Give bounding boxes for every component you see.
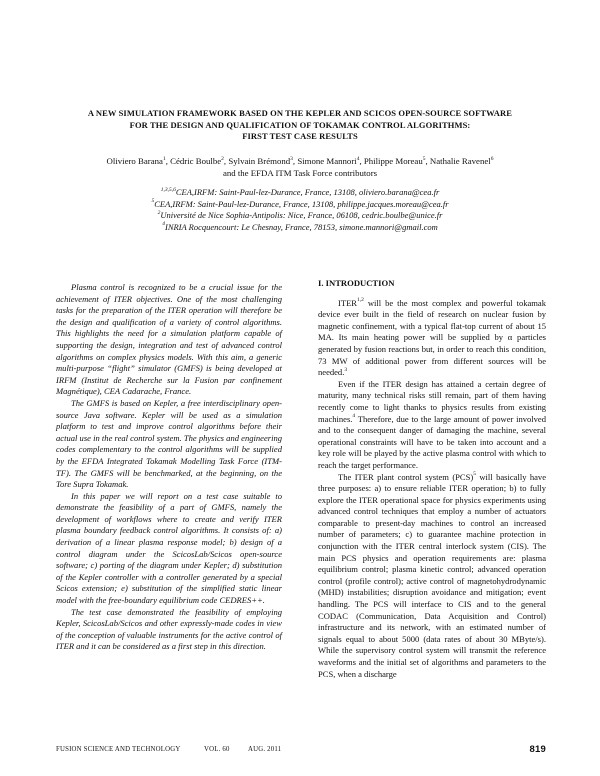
intro-p3-b: will basically have three purposes: a) to ensure reliable ITER operation; b) to fully explore the ITER operational space for physics experiments using advanced control techniques that employ a number of actuators comparable to present-day machines to control an increased number of parameters; c) to guarantee machine protection in conjunction with the ITER central interlock system (CIS). The main PCS physics and operation requirements are: plasma equilibrium control; plasma kinetic control; advanced operation control (profile control); active control of magnetohydrodynamic (MHD) instabilities; disruption avoidance and mitigation; event handling. The PCS will interface to CIS and to the general CODAC (Communication, Data Acquisition and Control) infrastructure and its network, with an estimated number of signals equal to about 5000 (data rates of about 30 MByte/s). While the supervisory control system will transmit the reference waveforms and the initial set of algorithms and parameters to the PCS, when a discharge [318, 471, 546, 679]
intro-p2-b: Therefore, due to the large amount of power involved and to the consequent danger of damaging the machine, several operational constraints will have to be taken into account and a key role will be played by the active plasma control with which to reach the target performance. [318, 413, 546, 470]
author-3: Sylvain Brémond [228, 156, 291, 166]
author-3-sup: 3 [290, 155, 293, 162]
abstract-paragraph-2: The GMFS is based on Kepler, a free interdisciplinary open-source Java software. Kepler will be used as a simulation platform to test and improve control algorithms before their actual use in the real control system. The physics and engineering codes complementary to the control algorithms will be supplied by the EFDA Integrated Tokamak Modelling Task Force (ITM-TF). The GMFS will be benchmarked, at the beginning, on the Tore Supra Tokamak. [56, 397, 282, 490]
affiliation-2-sup: 5 [151, 198, 155, 205]
author-6: Nathalie Ravenel [429, 156, 491, 166]
affiliation-4-sup: 4 [162, 221, 165, 228]
title-line-1: A NEW SIMULATION FRAMEWORK BASED ON THE KEPLER AND SCICOS OPEN-SOURCE SOFTWARE [87, 108, 513, 118]
intro-p1-rest: will be the most complex and powerful tokamak device ever built in the field of research on nuclear fusion by magnetic confinement, with a typical flat-top current of about 15 MA. Its main heating power will be supplied by α particles generated by fusion reactions but, in order to reach this condition, 73 MW of additional power from different sources will be needed. [318, 297, 546, 378]
intro-p3-a: The ITER plant control system (PCS) [338, 471, 474, 482]
affiliation-1 [20, 187, 580, 199]
title-line-3: FIRST TEST CASE RESULTS [242, 131, 358, 141]
intro-p2-sup: 4 [352, 413, 356, 420]
affiliation-4 [20, 222, 580, 234]
affiliation-2-text: CEA,IRFM: Saint-Paul-lez-Durance, France, 13108, philippe.jacques.moreau@cea.fr [154, 198, 449, 209]
intro-p2-a: Even if the ITER design has attained a certain degree of maturity, many technical risks still remain, part of them having recently come to light thanks to physics results from existing machines. [318, 378, 546, 424]
intro-p1-sup: 1,2 [357, 297, 364, 304]
affiliation-1-sup: 1,3,5,6 [160, 186, 176, 193]
author-5-sup: 5 [422, 155, 426, 162]
affiliation-2 [20, 199, 580, 211]
footer-volume: VOL. 60 [204, 746, 230, 753]
author-1: Oliviero Barana [106, 156, 163, 166]
affiliation-3-text: Université de Nice Sophia-Antipolis: Nice, France, 06108, cedric.boulbe@unice.fr [160, 210, 443, 221]
intro-paragraph-2 [318, 379, 546, 472]
author-2-sup: 2 [221, 155, 224, 162]
author-list [20, 156, 580, 179]
abstract-paragraph-1: Plasma control is recognized to be a crucial issue for the achievement of ITER objectives. One of the most challenging tasks for the preparation of the ITER operation will therefore be the design and qualification of a variety of control algorithms. This highlights the need for a simulation platform capable of supporting the design, integration and test of advanced control algorithms on complex physics models. With this aim, a generic multi-purpose “flight” simulator (GMFS) is being developed at IRFM (Institut de Recherche sur la Fusion par confinement Magnétique), CEA Cadarache, France. [56, 282, 282, 397]
author-4: Simone Mannori [297, 156, 357, 166]
page-number: 819 [529, 744, 546, 755]
section-heading: I. INTRODUCTION [318, 278, 395, 288]
affiliation-3 [20, 210, 580, 222]
intro-p3-sup: 5 [473, 471, 476, 478]
abstract-paragraph-3: In this paper we will report on a test case suitable to demonstrate the feasibility of a part of GMFS, namely the development of workflows where to create and verify ITER plasma boundary feedback control algorithms. It consists of: a) derivation of a linear plasma response model; b) design of a control diagram under the ScicosLab/Scicos open-source software; c) porting of the diagram under Kepler; d) substitution of the Kepler controller with a controller generated by a special Scicos extension; e) substitution of the simplified static linear model with the free-boundary equilibrium code CEDRES++. [56, 490, 282, 606]
author-names-line: Oliviero Barana$^1$, Cédric Boulbe$^2$, Sylvain Brémond$^3$, Simone Mannori$^4$, Philippe Moreau$^5$, Nathalie Ravenel$^6$ [106, 155, 494, 166]
author-2: Cédric Boulbe [170, 156, 222, 166]
intro-paragraph-3 [318, 472, 546, 681]
author-6-sup: 6 [490, 155, 494, 162]
intro-p1-lead: ITER [338, 297, 357, 308]
footer-date: AUG. 2011 [248, 746, 282, 753]
paper-title [20, 108, 580, 143]
author-4-sup: 4 [356, 155, 360, 162]
affiliation-1-text: CEA,IRFM: Saint-Paul-lez-Durance, France, 13108, oliviero.barana@cea.fr [175, 187, 440, 197]
affiliation-3-sup: 2 [157, 209, 161, 216]
abstract-paragraph-4: The test case demonstrated the feasibility of employing Kepler, ScicosLab/Scicos and other expressly-made codes in view of the conception of valuable instruments for the active control of ITER and it can be considered as a first step in this direction. [56, 606, 282, 652]
author-1-sup: 1 [162, 155, 166, 162]
intro-paragraph-1 [318, 298, 546, 379]
title-line-2: FOR THE DESIGN AND QUALIFICATION OF TOKAMAK CONTROL ALGORITHMS: [129, 119, 471, 130]
affiliation-4-text: INRIA Rocquencourt: Le Chesnay, France, 78153, simone.mannori@gmail.com [164, 221, 438, 232]
author-contributors: and the EFDA ITM Task Force contributors [222, 167, 378, 178]
affiliations [20, 187, 580, 233]
author-5: Philippe Moreau [363, 156, 423, 166]
introduction-section [318, 278, 546, 680]
footer-journal: FUSION SCIENCE AND TECHNOLOGY [56, 746, 181, 753]
intro-p1-end-sup: 3 [344, 366, 348, 373]
abstract [56, 282, 282, 653]
